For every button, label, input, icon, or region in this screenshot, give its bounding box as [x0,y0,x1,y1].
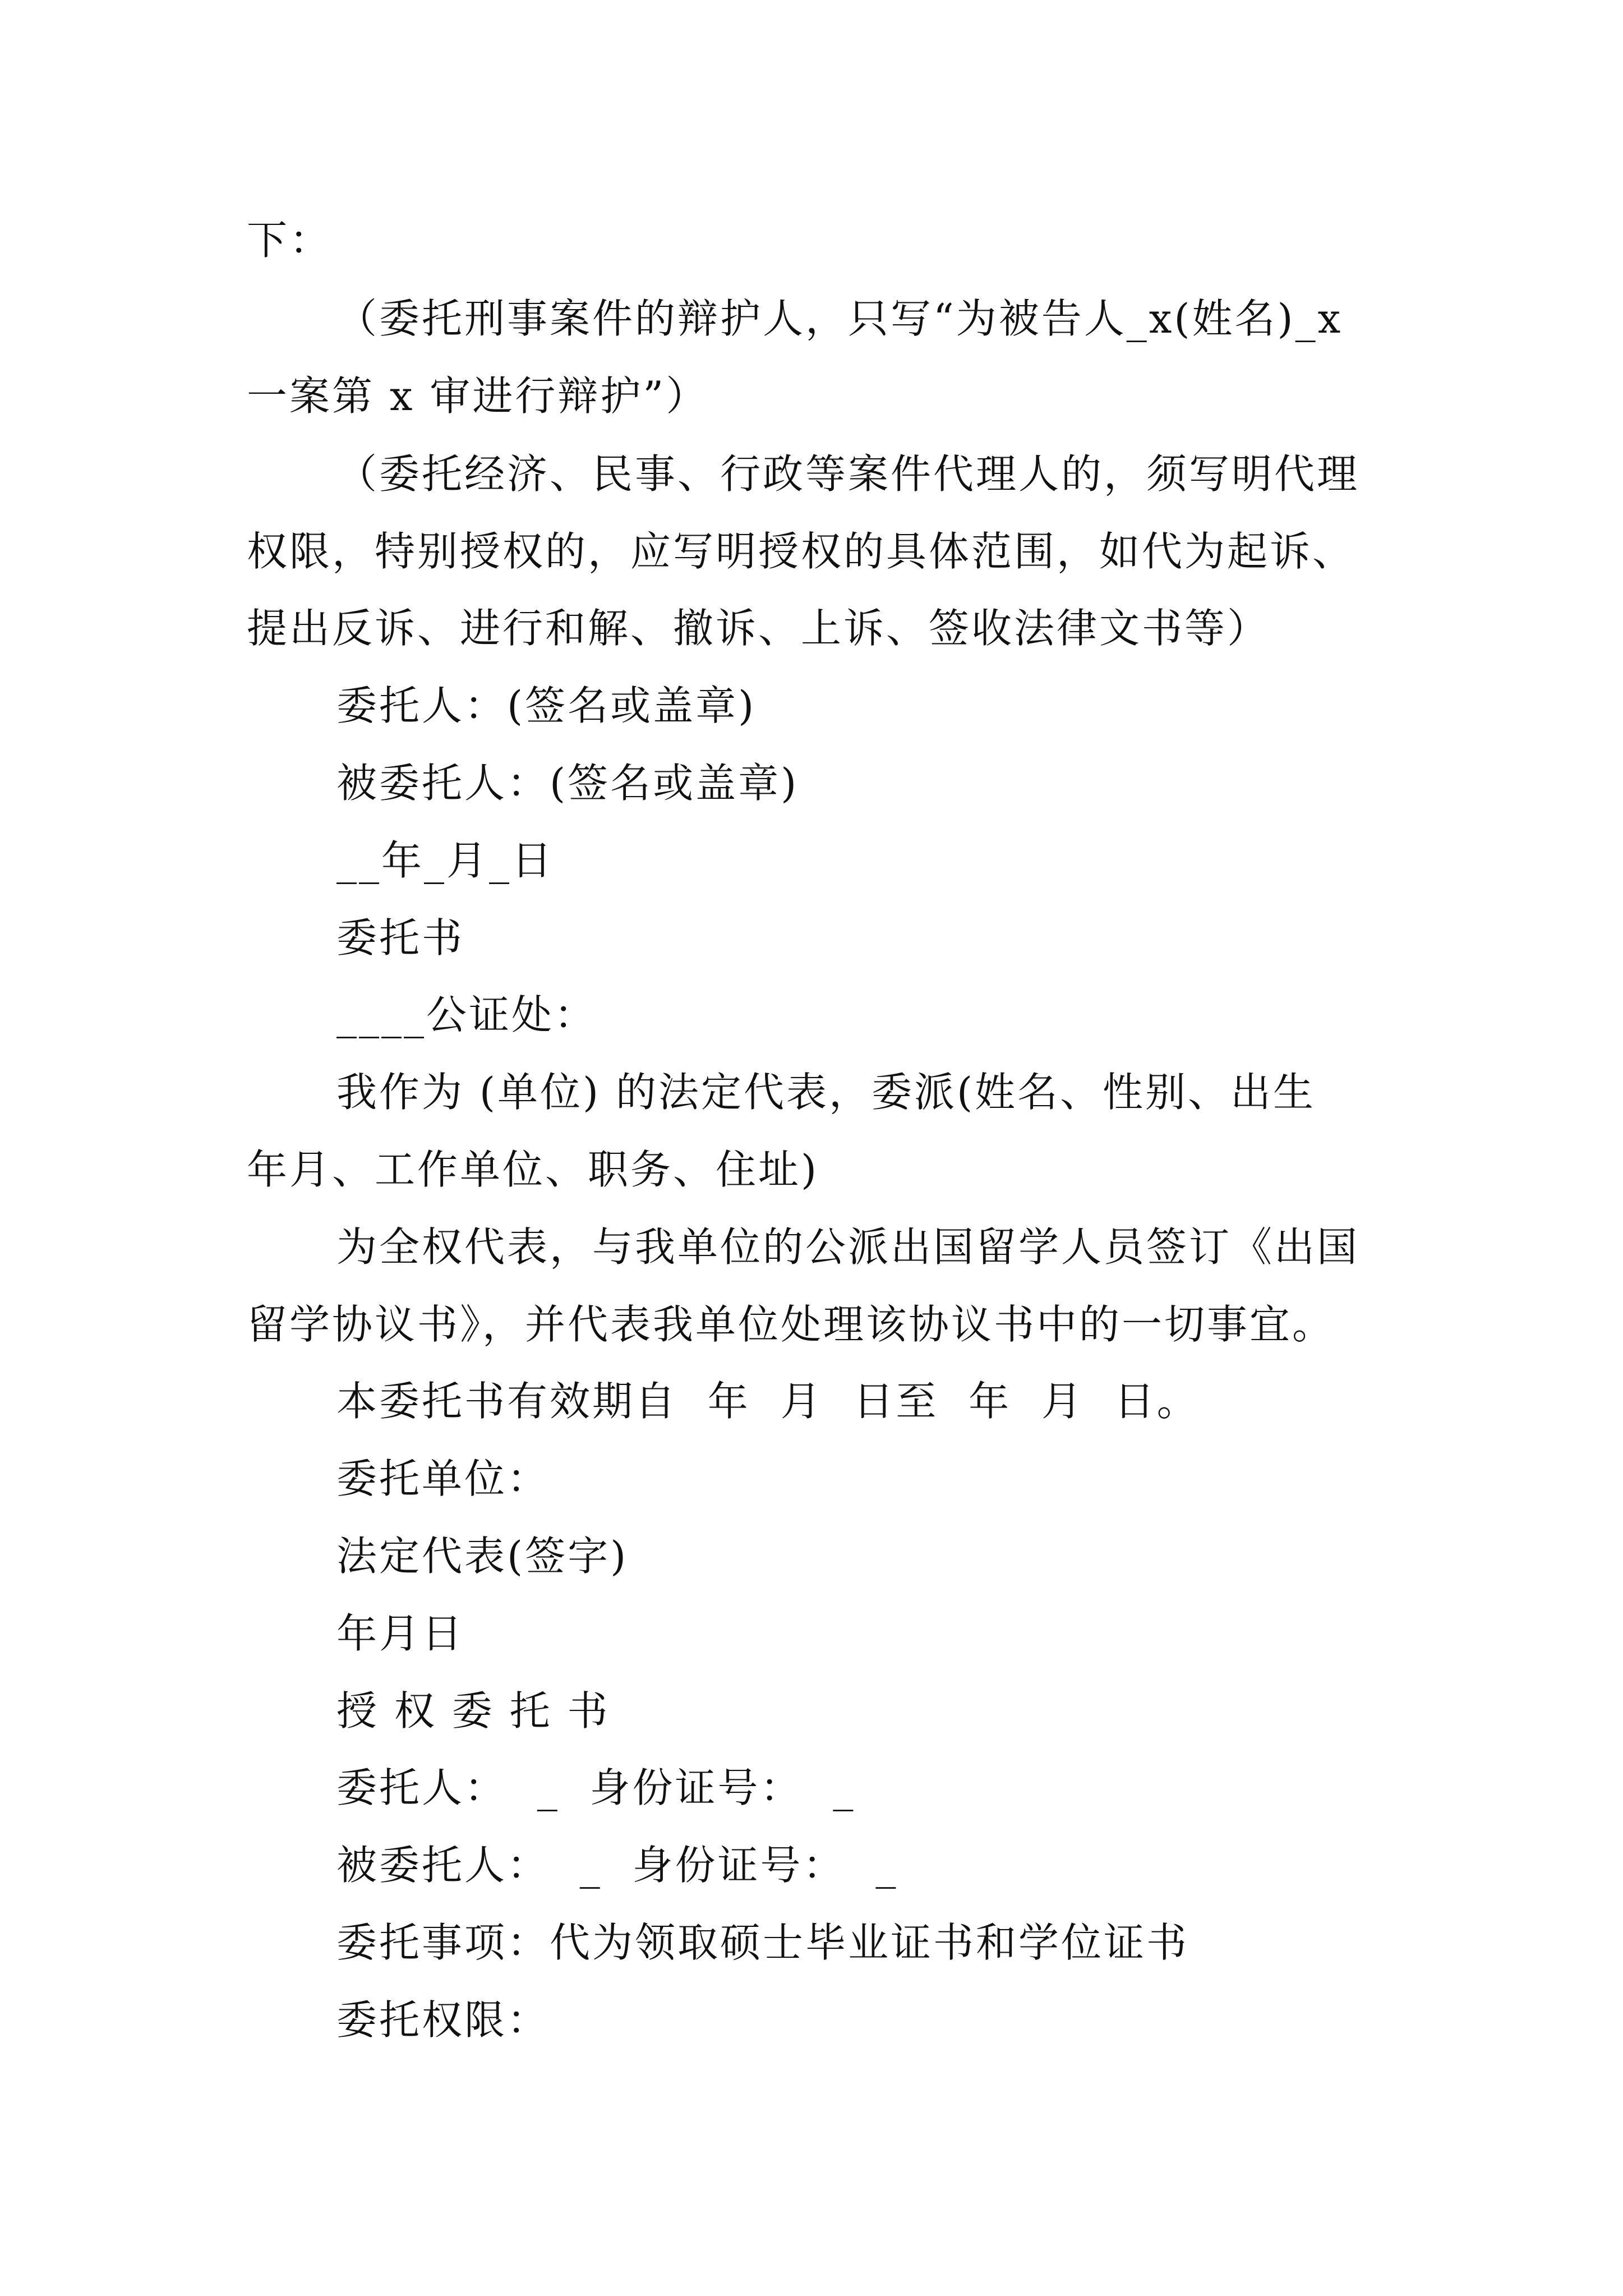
text-line-17: 委托单位： [336,1455,550,1502]
text-line-2: （委托刑事案件的辩护人，只写“为被告人_x(姓名)_x [336,295,1343,342]
text-line-6: 提出反诉、进行和解、撤诉、上诉、签收法律文书等） [247,605,1270,652]
text-line-5: 权限，特别授权的，应写明授权的具体范围，如代为起诉、 [247,528,1355,575]
text-line-23: 委托事项：代为领取硕士毕业证书和学位证书 [336,1919,1189,1966]
text-line-15: 留学协议书》，并代表我单位处理该协议书中的一切事宜。 [247,1301,1335,1348]
text-line-21: 委托人： _ 身份证号： _ [336,1764,856,1811]
text-line-8: 被委托人：(签名或盖章) [336,760,799,807]
text-line-13: 年月、工作单位、职务、住址) [247,1146,819,1193]
text-line-19: 年月日 [336,1610,465,1657]
text-line-16: 本委托书有效期自 年 月 日至 年 月 日。 [336,1378,1200,1425]
text-line-3: 一案第 x 审进行辩护”） [247,372,709,420]
text-line-7: 委托人：(签名或盖章) [336,682,757,729]
text-line-4: （委托经济、民事、行政等案件代理人的，须写明代理 [336,450,1360,498]
text-line-10: 委托书 [336,914,465,961]
text-line-11: ____公证处： [336,991,597,1038]
text-line-14: 为全权代表，与我单位的公派出国留学人员签订《出国 [336,1223,1360,1271]
text-line-18: 法定代表(签字) [336,1533,629,1580]
text-line-22: 被委托人： _ 身份证号： _ [336,1842,898,1889]
text-line-9: __年_月_日 [336,837,555,884]
text-line-12: 我作为 (单位) 的法定代表，委派(姓名、性别、出生 [336,1069,1316,1116]
text-line-1: 下： [247,217,333,264]
text-line-20: 授 权 委 托 书 [336,1687,610,1734]
text-line-24: 委托权限： [336,1996,550,2044]
